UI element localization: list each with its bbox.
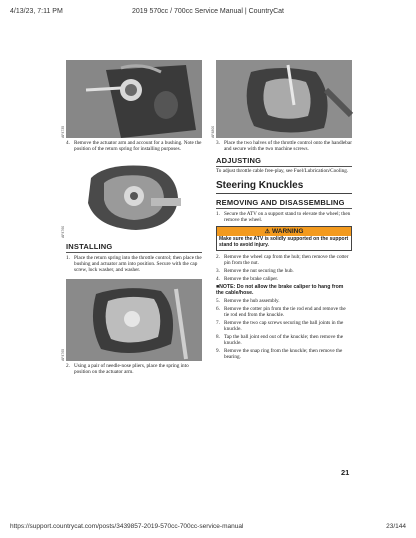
photo-actuator-arm-image (66, 60, 202, 138)
page-count: 23/144 (386, 523, 406, 530)
page-number: 21 (341, 468, 350, 477)
step-2: 2. Using a pair of needle-nose pliers, place the spring into position on the actuator arm. (66, 363, 189, 375)
step-r5: 5. Remove the hub assembly. (216, 297, 280, 304)
step-r1: 1. Secure the ATV on a support stand to elevate the wheel; then remove the wheel. (216, 211, 351, 223)
warning-text: Make sure the ATV is solidly supported on the support stand to avoid injury. (219, 236, 349, 248)
left-column (61, 60, 202, 375)
warning-bar (217, 227, 351, 236)
right-column (211, 60, 352, 360)
warning-box (216, 226, 352, 251)
step-4: 4. Remove the actuator arm and account for a bushing. Note the position of the return spring for installing purposes. (66, 140, 202, 152)
browser-footer (10, 523, 406, 530)
page-url: https://support.countrycat.com/posts/3439857-2019-570cc-700cc-service-manual (10, 523, 244, 530)
step-r2: 2. Remove the wheel cap from the hub; then remove the cotter pin from the nut. (216, 253, 349, 266)
installing-heading: INSTALLING (66, 242, 202, 253)
warning-triangle-icon: ⚠ (264, 229, 270, 235)
adjusting-heading: ADJUSTING (216, 156, 352, 167)
step-r7: 7. Remove the two cap screws securing the ball joints in the knuckle. (216, 319, 344, 332)
document-title: 2019 570cc / 700cc Service Manual | CountryCat (131, 8, 284, 15)
photo-actuator-arm (61, 60, 202, 138)
photo-throttle-halves-image (216, 60, 352, 138)
adjusting-text: To adjust throttle cable free-play, see Fuel/Lubrication/Cooling. (216, 168, 349, 174)
photo-throttle-halves (211, 60, 352, 138)
step-r9: 9. Remove the snap ring from the knuckle; then remove the bearing. (216, 347, 343, 360)
print-datetime: 4/13/23, 7:11 PM (10, 8, 63, 15)
step-r4: 4. Remove the brake caliper. (216, 275, 279, 282)
section-heading: Steering Knuckles (216, 180, 352, 194)
step-r6: 6. Remove the cotter pin from the tie rod end and remove the tie rod end from the knuckle. (216, 305, 346, 318)
photo-throttle-housing (61, 158, 202, 238)
photo-tag: AF4765 (61, 348, 65, 361)
photo-spring-pliers (61, 279, 202, 361)
step-3: 3. Place the two halves of the throttle control onto the handlebar and secure with the two machine screws. (216, 140, 352, 152)
warning-label: WARNING (271, 228, 304, 235)
step-r3: 3. Remove the nut securing the hub. (216, 267, 294, 274)
photo-spring-pliers-image (66, 279, 202, 361)
photo-tag: AF4735 (61, 125, 65, 138)
note-brake-caliper: ■NOTE: Do not allow the brake caliper to hang from the cable/hose. (216, 283, 344, 296)
photo-throttle-housing-image (66, 158, 202, 238)
photo-tag: AF4800 (211, 125, 215, 138)
step-r8: 8. Tap the ball joint end out of the knuckle; then remove the knuckle. (216, 333, 344, 346)
removing-heading: REMOVING AND DISASSEMBLING (216, 198, 352, 209)
step-1: 1. Place the return spring into the throttle control; then place the bushing and actuator arm into position. Secure with the cap screw, lock washer, and washer. (66, 255, 202, 273)
photo-tag: AF4760 (61, 225, 65, 238)
